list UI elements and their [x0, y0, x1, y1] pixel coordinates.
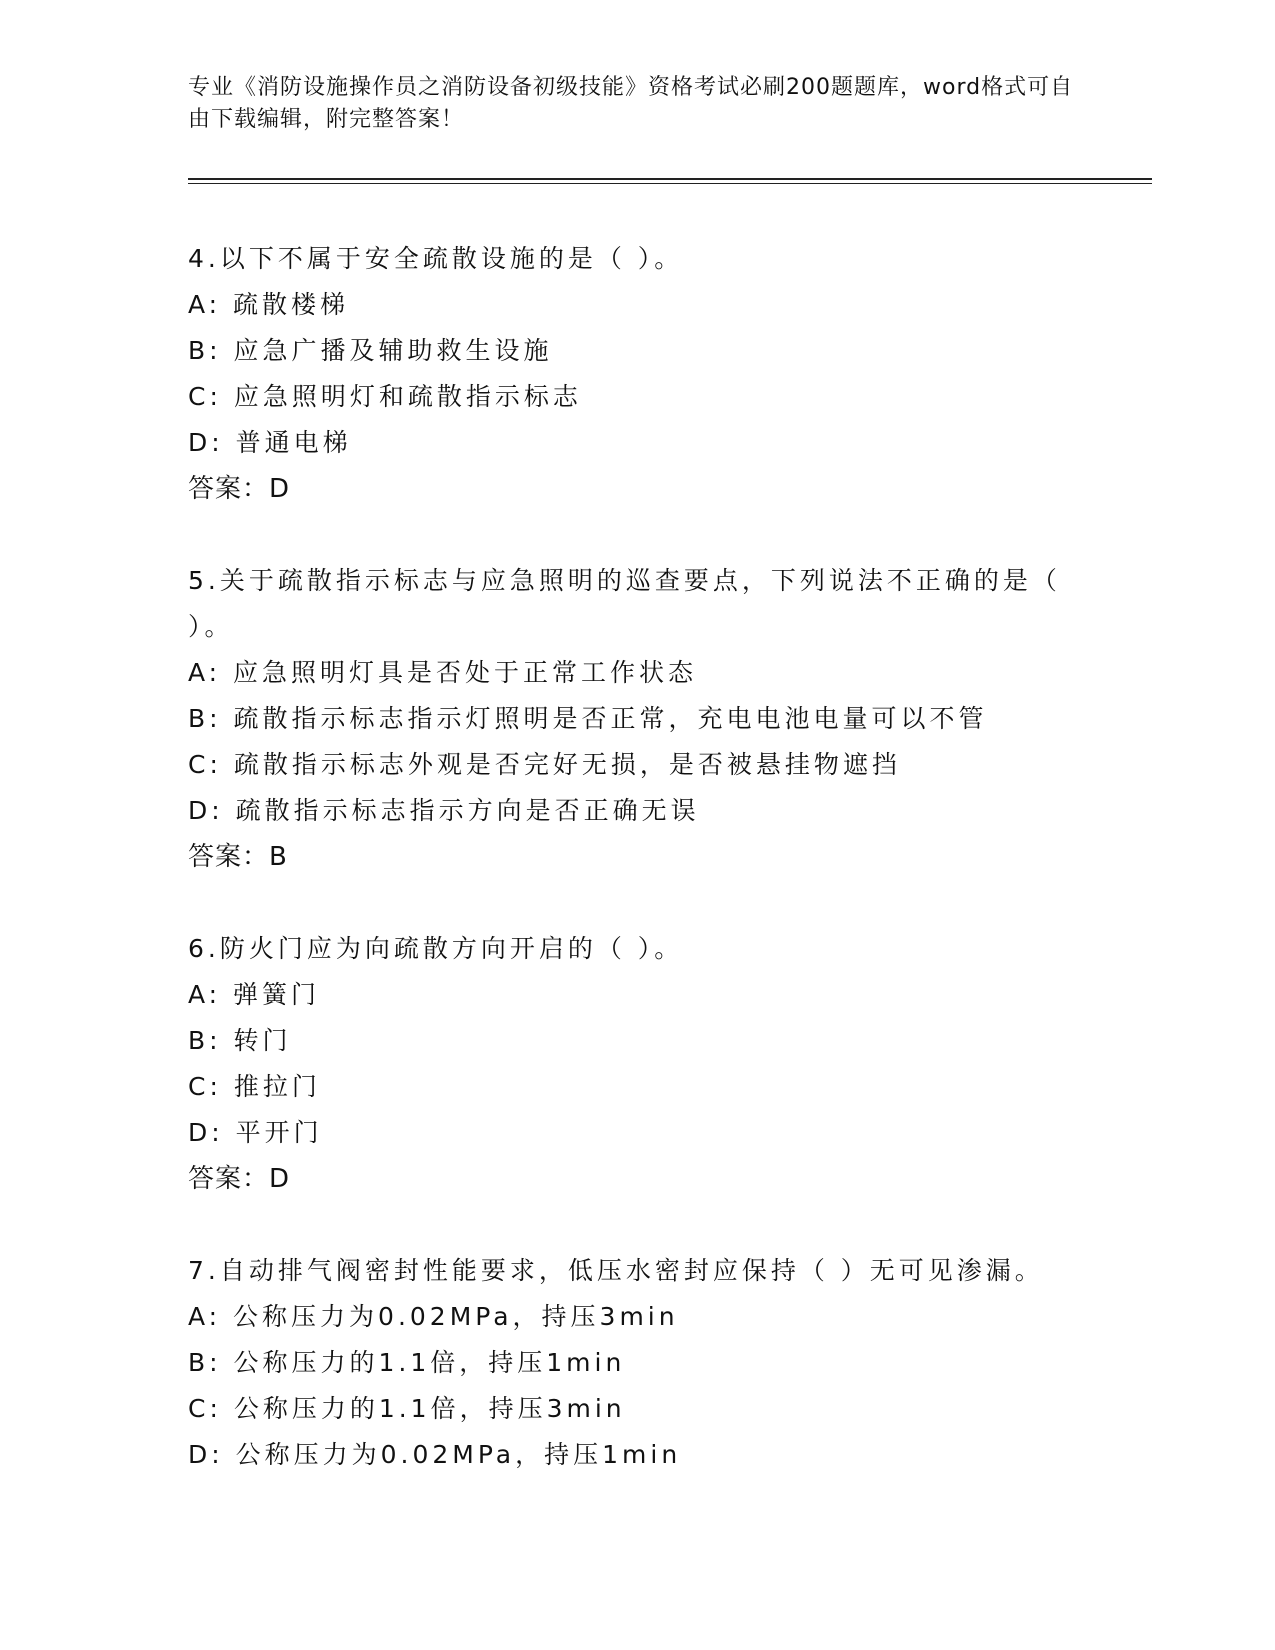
question-stem: 6.防火门应为向疏散方向开启的（ ）。	[188, 934, 684, 963]
option-a: A: 弹簧门	[188, 980, 321, 1009]
question-6	[188, 926, 1068, 1202]
question-stem: 5.关于疏散指示标志与应急照明的巡查要点，下列说法不正确的是（ ）。	[188, 566, 1061, 641]
option-c: C: 推拉门	[188, 1072, 321, 1101]
option-a: A: 公称压力为0.02MPa，持压3min	[188, 1302, 679, 1331]
option-d: D: 公称压力为0.02MPa，持压1min	[188, 1440, 682, 1469]
question-list	[188, 236, 1068, 1478]
option-c: C: 疏散指示标志外观是否完好无损，是否被悬挂物遮挡	[188, 750, 901, 779]
question-gap	[188, 880, 1068, 926]
option-d: D: 平开门	[188, 1118, 323, 1147]
option-c: C: 公称压力的1.1倍，持压3min	[188, 1394, 626, 1423]
option-b: B: 转门	[188, 1026, 292, 1055]
question-gap	[188, 1202, 1068, 1248]
answer-line: 答案：B	[188, 842, 288, 872]
option-b: B: 疏散指示标志指示灯照明是否正常，充电电池电量可以不管	[188, 704, 988, 733]
option-a: A: 疏散楼梯	[188, 290, 350, 319]
question-stem: 4.以下不属于安全疏散设施的是（ ）。	[188, 244, 684, 273]
document-header: 专业《消防设施操作员之消防设备初级技能》资格考试必刷200题题库，word格式可自由下载编辑，附完整答案！	[188, 75, 1074, 132]
header-rule-thick	[188, 178, 1152, 180]
option-c: C: 应急照明灯和疏散指示标志	[188, 382, 582, 411]
question-4	[188, 236, 1068, 512]
option-b: B: 公称压力的1.1倍，持压1min	[188, 1348, 626, 1377]
option-d: D: 普通电梯	[188, 428, 352, 457]
question-5	[188, 558, 1068, 880]
question-stem: 7.自动排气阀密封性能要求，低压水密封应保持（ ）无可见渗漏。	[188, 1256, 1044, 1285]
option-d: D: 疏散指示标志指示方向是否正确无误	[188, 796, 700, 825]
question-7	[188, 1248, 1068, 1478]
option-b: B: 应急广播及辅助救生设施	[188, 336, 553, 365]
question-gap	[188, 512, 1068, 558]
option-a: A: 应急照明灯具是否处于正常工作状态	[188, 658, 698, 687]
answer-line: 答案：D	[188, 474, 291, 504]
header-rule-thin	[188, 183, 1152, 184]
answer-line: 答案：D	[188, 1164, 291, 1194]
